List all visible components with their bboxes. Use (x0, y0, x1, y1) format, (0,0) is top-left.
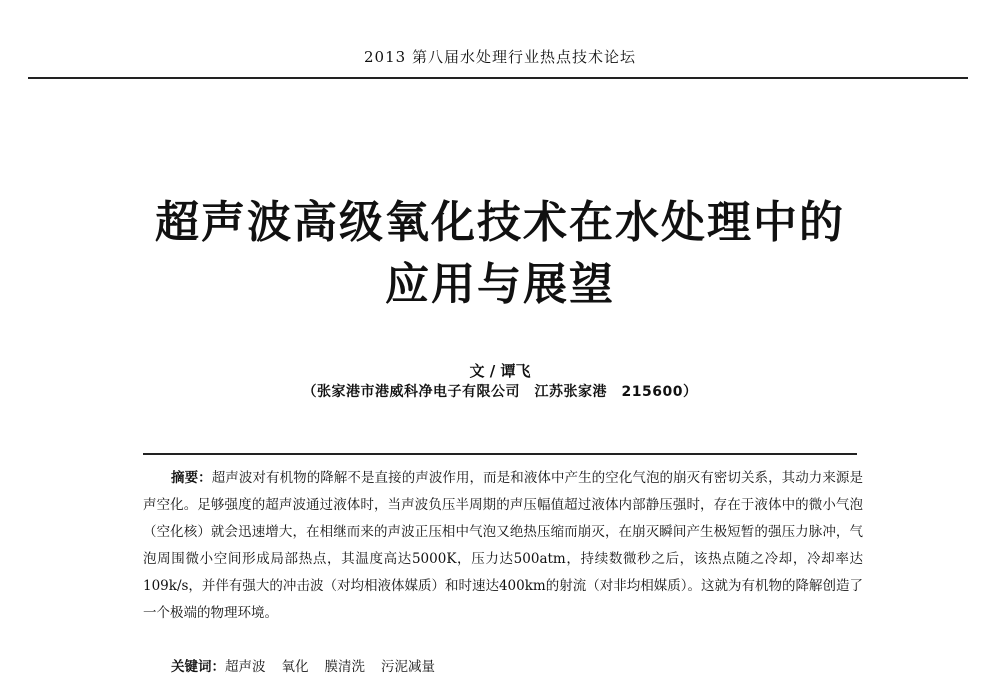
header-divider (28, 77, 968, 79)
keyword-item: 污泥减量 (381, 659, 435, 675)
author-affiliation: （张家港市港威科净电子有限公司 江苏张家港 215600） (302, 384, 698, 400)
abstract-text: 超声波对有机物的降解不是直接的声波作用，而是和液体中产生的空化气泡的崩灭有密切关系，其动力来源是声空化。足够强度的超声波通过液体时，当声波负压半周期的声压幅值超过液体内部静压强时，存在于液体中的微小气泡（空化核）就会迅速增大，在相继而来的声波正压相中气泡又绝热压缩而崩灭，在崩灭瞬间产生极短暂的强压力脉冲，气泡周围微小空间形成局部热点，其温度高达5000K，压力达500atm，持续数微秒之后，该热点随之冷却，冷却率达109k/s，并伴有强大的冲击波（对均相液体媒质）和时速达400km的射流（对非均相媒质）。这就为有机物的降解创造了一个极端的物理环境。 (143, 470, 864, 621)
keyword-item: 氧化 (281, 659, 309, 675)
running-header: 2013 第八届水处理行业热点技术论坛 (364, 48, 636, 66)
abstract-label: 摘要： (171, 470, 212, 486)
keywords (171, 655, 861, 679)
keyword-item: 膜清洗 (324, 659, 365, 675)
paper-title (0, 192, 1000, 316)
title-line-1: 超声波高级氧化技术在水处理中的 (155, 197, 845, 248)
author-line: 文 / 谭飞 (469, 362, 531, 380)
title-line-2: 应用与展望 (385, 259, 615, 310)
abstract (143, 465, 863, 627)
keywords-label: 关键词： (171, 659, 225, 675)
abstract-divider (143, 453, 857, 455)
keyword-item: 超声波 (225, 659, 266, 675)
